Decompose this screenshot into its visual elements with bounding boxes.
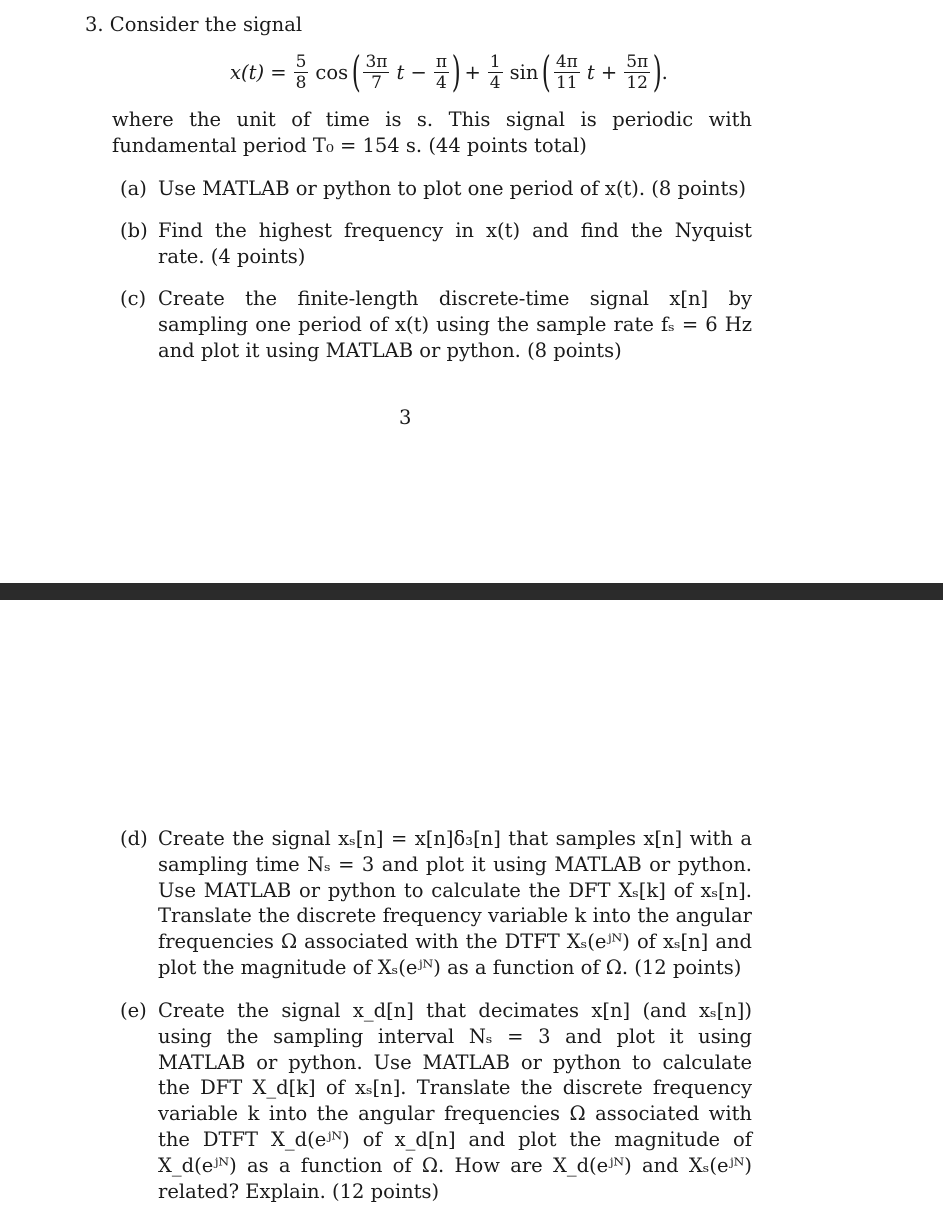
left-paren-1: ( xyxy=(351,47,361,96)
part-e-label: (e) xyxy=(120,999,147,1022)
part-d-label: (d) xyxy=(120,827,148,850)
part-b-label: (b) xyxy=(120,219,148,242)
plus-sign: + xyxy=(464,60,481,84)
coef1-den: 8 xyxy=(295,72,307,93)
part-c-text: Create the finite-length discrete-time signal x[n] by sampling one period of x(t) using the sample rate fₛ = 6 Hz and plot it using MATLAB or python. (8 points) xyxy=(158,287,752,362)
arg2b-num: 5π xyxy=(626,51,649,72)
coef2-fraction xyxy=(488,52,503,93)
part-c-label: (c) xyxy=(120,287,147,310)
page-bottom xyxy=(0,600,943,1208)
coef2-num: 1 xyxy=(489,51,501,72)
arg2b-fraction xyxy=(624,52,650,93)
page-divider xyxy=(0,583,943,600)
part-b-text: Find the highest frequency in x(t) and find the Nyquist rate. (4 points) xyxy=(158,219,752,268)
right-paren-2: ) xyxy=(652,47,662,96)
arg2b-den: 12 xyxy=(626,72,648,93)
page-number: 3 xyxy=(399,406,412,429)
arg1b-fraction xyxy=(434,52,449,93)
right-paren-1: ) xyxy=(451,47,461,96)
part-e-text: Create the signal x_d[n] that decimates x[n] (and xₛ[n]) using the sampling interval Nₛ = 3 and plot it using MATLAB or python. Use MATLAB or python to calculate the DFT X_d[k] of xₛ[n]. Translate the discrete frequency variable k into the angular frequencies Ω associated with the DTFT X_d(eʲᴺ) of x_d[n] and plot the magnitude of X_d(eʲᴺ) as a function of Ω. How are X_d(eʲᴺ) and Xₛ(eʲᴺ) related? Explain. (12 points) xyxy=(158,999,752,1203)
arg2a-num: 4π xyxy=(555,51,578,72)
coef1-num: 5 xyxy=(295,51,307,72)
arg1a-den: 7 xyxy=(371,72,382,93)
arg2a-fraction xyxy=(554,52,580,93)
equation-lhs: x(t) = xyxy=(230,60,287,84)
arg1b-den: 4 xyxy=(436,72,447,93)
arg1-t: t − xyxy=(396,60,427,84)
part-d-text: Create the signal xₛ[n] = x[n]δ₃[n] that samples x[n] with a sampling time Nₛ = 3 and plot it using MATLAB or python. Use MATLAB or python to calculate the DFT Xₛ[k] of xₛ[n]. Translate the discrete frequency variable k into the angular frequencies Ω associated with the DTFT Xₛ(eʲᴺ) of xₛ[n] and plot the magnitude of Xₛ(eʲᴺ) as a function of Ω. (12 points) xyxy=(158,827,752,979)
arg2a-den: 11 xyxy=(555,72,578,93)
page-top xyxy=(0,0,943,583)
sin-func: sin xyxy=(509,60,539,84)
part-a-text: Use MATLAB or python to plot one period of x(t). (8 points) xyxy=(158,177,746,200)
coef2-den: 4 xyxy=(489,72,501,93)
problem-description: where the unit of time is s. This signal is periodic with fundamental period T₀ = 154 s. (44 points total) xyxy=(112,108,752,157)
arg1b-num: π xyxy=(435,51,448,72)
coef1-fraction xyxy=(294,52,309,93)
part-a-label: (a) xyxy=(120,177,147,200)
arg1a-fraction xyxy=(363,52,389,93)
arg1a-num: 3π xyxy=(365,51,388,72)
equation-end: . xyxy=(661,60,668,84)
left-paren-2: ( xyxy=(542,47,552,96)
signal-equation xyxy=(226,44,668,100)
arg2-t: t + xyxy=(586,60,618,84)
cos-func: cos xyxy=(315,60,349,84)
problem-heading: 3. Consider the signal xyxy=(85,13,303,36)
